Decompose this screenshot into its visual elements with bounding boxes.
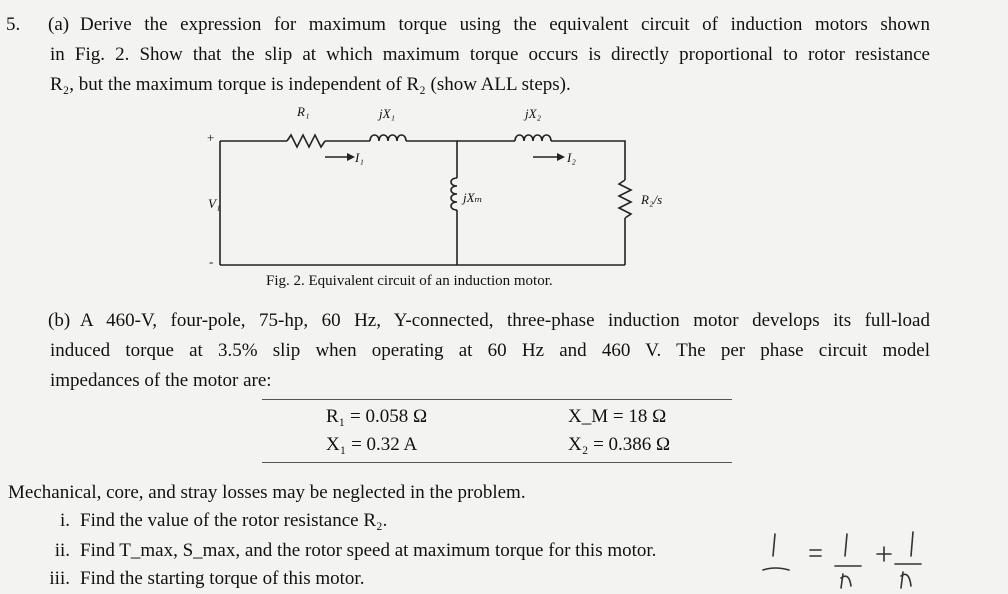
plus-terminal: + xyxy=(207,130,215,145)
x1-inductor xyxy=(370,135,406,141)
r2s-label: R₂/s xyxy=(641,192,663,207)
table-bottom-rule xyxy=(262,462,732,463)
item-number: iii. xyxy=(49,568,70,589)
item-number: ii. xyxy=(54,540,70,561)
question-number: 5. xyxy=(6,14,21,35)
part-a-line-1: Derive the expression for maximum torque using the equivalent circuit of induction motors shown xyxy=(80,14,930,35)
item-number: i. xyxy=(59,510,70,531)
jx1-label: jX₁ xyxy=(379,106,396,121)
i2-arrowhead xyxy=(557,153,565,161)
part-b-line-1: A 460-V, four-pole, 75-hp, 60 Hz, Y-connected, three-phase induction motor develops its full-load xyxy=(80,310,930,331)
r2s-resistor xyxy=(619,180,631,218)
equivalent-circuit-figure xyxy=(195,100,695,285)
impedance-x2: X₂ = 0.386 Ω xyxy=(568,434,671,455)
item-text: Find the value of the rotor resistance R₂. xyxy=(80,510,388,531)
xm-inductor xyxy=(451,178,457,210)
part-b-line-3: impedances of the motor are: xyxy=(50,370,272,391)
losses-note: Mechanical, core, and stray losses may be neglected in the problem. xyxy=(8,482,526,503)
jx2-label: jX₂ xyxy=(525,106,542,121)
circuit-diagram xyxy=(195,100,695,285)
r1-label: R₁ xyxy=(297,104,310,119)
part-a-line-3: R₂, but the maximum torque is independent of R₂ (show ALL steps). xyxy=(50,74,571,95)
impedance-xm: X_M = 18 Ω xyxy=(568,406,667,427)
impedance-r1: R₁ = 0.058 Ω xyxy=(326,406,428,427)
part-b-line-2: induced torque at 3.5% slip when operating at 60 Hz and 460 V. The per phase circuit model xyxy=(50,340,930,361)
v1-label: V₁ xyxy=(208,196,221,211)
wire-x2-right xyxy=(551,141,625,180)
i1-label: I₁ xyxy=(355,150,364,165)
wire-x1-node xyxy=(406,141,457,142)
x2-inductor xyxy=(515,135,551,141)
part-a-line-2: in Fig. 2. Show that the slip at which maximum torque occurs is directly proportional to rotor resistance xyxy=(50,44,930,65)
impedance-x1: X₁ = 0.32 A xyxy=(326,434,418,455)
part-b-label: (b) xyxy=(48,310,71,331)
part-a-label: (a) xyxy=(48,14,70,35)
r1-resistor xyxy=(287,135,325,147)
item-text: Find the starting torque of this motor. xyxy=(80,568,365,589)
table-top-rule xyxy=(262,399,732,400)
i2-label: I₂ xyxy=(567,150,576,165)
minus-terminal: - xyxy=(209,254,214,269)
jxm-label: jXₘ xyxy=(463,190,483,205)
figure-caption: Fig. 2. Equivalent circuit of an induction motor. xyxy=(266,273,553,289)
item-text: Find T_max, S_max, and the rotor speed at maximum torque for this motor. xyxy=(80,540,657,561)
handwritten-scribble xyxy=(755,528,925,592)
i1-arrowhead xyxy=(347,153,355,161)
